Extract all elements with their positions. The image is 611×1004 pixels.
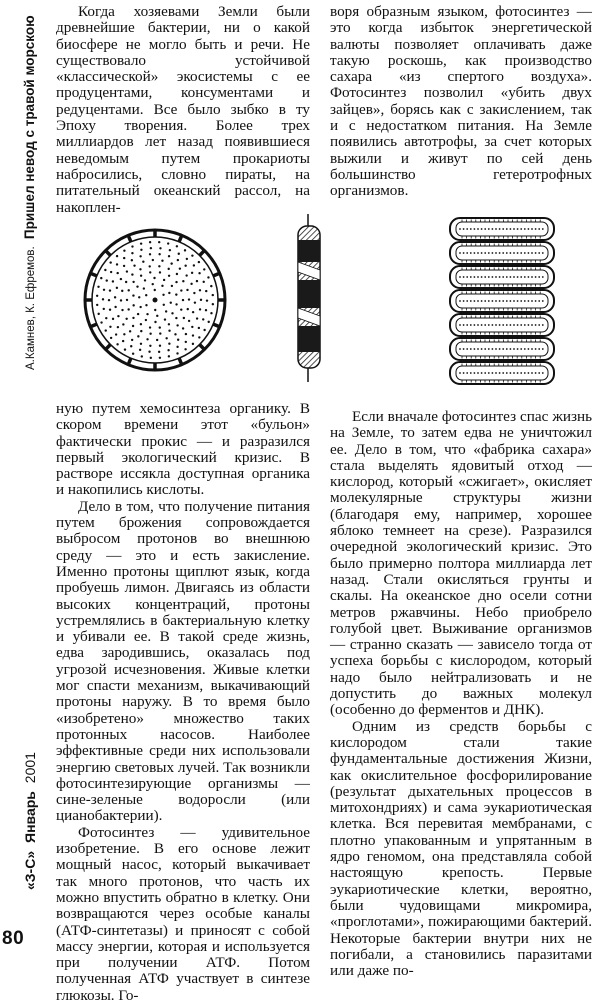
paragraph: Фотосинтез — удивительное изобретение. В его основе лежит мощный насос, который выкачивает так много протонов, что часть их можно впустить обратно в клетку. Они возвращаются через особые каналы (АТФ-синтетазы) и приносят с собой массу энергии, которая и используется при получении АТФ. Потом полученная АТФ участвует в синтезе глюкозы. Го- (56, 823, 310, 1004)
column-top-left (56, 4, 310, 216)
radial-diatom-icon (85, 230, 225, 370)
paragraph: ную путем хемосинтеза органику. В скором времени этот «бульон» фактически прокис — и разразился первый экологический кризис. В растворе иссякла доступная органика и накопились кислоты. (56, 400, 310, 499)
paragraph: Дело в том, что получение питания путем брожения сопровождается выбросом протонов во внешнюю среду — это и есть закисление. Именно протоны щиплют язык, когда пробуешь лимон. Двигаясь из области высоких концентраций, протоны устремлялись в бактериальную клетку и убивали ее. В такой среде жизнь, едва зародившись, оказалась под угрозой исчезновения. Живые клетки мог спасти механизм, выкачивающий протоны наружу. В то время было «изобретено» множество таких протонных насосов. Наиболее эффективные среди них использовали энергию световых лучей. Так возникли фотосинтезирующие организмы — сине-зеленые водоросли (или цианобактерии). (56, 497, 310, 825)
running-header (22, 15, 37, 370)
sidebar (0, 0, 44, 950)
column-top-right (330, 4, 592, 200)
article-authors: А.Камнев, К. Ефремов. (25, 246, 37, 370)
stacked-diatom-colony-icon (450, 218, 554, 384)
paragraph: Одним из средств борьбы с кислородом стали такие фундаментальные достижения Жизни, как окислительное фосфорилирование (результат дыхательных процессов в митохондриях) и сама эукариотическая клетка. Вся перевитая мембранами, с плотно упакованным и упрятанным в ядро геномом, она представляла собой настоящую крепость. Первые эукариотические клетки, вероятно, были чудовищами микромира, «проглотами», пожирающими бактерий. Некоторые бактерии внутри них не погибали, а становились паразитами или даже по- (330, 717, 592, 980)
column-bottom-left (56, 401, 310, 1004)
journal-footer (22, 752, 38, 890)
paragraph: Если вначале фотосинтез спас жизнь на Земле, то затем едва не уничтожил ее. Дело в том, что «фабрика сахара» стала выделять ядовитый отход — кислород, который «сжигает», окисляет молекулярные структуры жизни (благодаря ему, например, хорошее яблоко темнеет на срезе). Разразился очередной экологический кризис. Это было примерно полтора миллиарда лет назад. Стали окисляться грунты и скалы. На океанское дно осели сотни метров ржавчины. Небо приобрело голубой цвет. Выживание организмов — странно сказать — зависело тогда от успеха борьбы с кислородом, который надо было нейтрализовать и не допустить до важных молекул (особенно до ферментов и ДНК). (330, 408, 592, 719)
diatom-figure (80, 200, 600, 390)
journal-name: «З-С» (22, 850, 38, 890)
article-title: Пришел невод с травой морскою (22, 15, 37, 240)
paragraph: воря образным языком, фотосинтез — это когда избыток энергетической валюты позволяет оплачивать даже такую роскошь, как производство сахара «из спертого воздуха». Фотосинтез позволил «убить двух зайцев», борясь как с закислением, так и с недостатком питания. На Земле появились автотрофы, за счет которых выжили и живут по сей день большинство гетеротрофных организмов. (330, 3, 592, 200)
paragraph: Когда хозяевами Земли были древнейшие бактерии, ни о какой биосфере не могло быть и речи. Не существовало устойчивой «классической» экосистемы с ее продуцентами, консументами и редуцентами. Все было зыбко в ту Эпоху творения. Более трех миллиардов лет назад появившиеся неведомым путем прокариоты набросились, словно пираты, на питательный океанский рассол, на накоплен- (56, 3, 310, 216)
column-bottom-right (330, 409, 592, 979)
issue-year: 2001 (22, 752, 38, 784)
rod-diatom-icon (298, 214, 320, 382)
issue-month: Январь (22, 791, 38, 843)
page-number: 80 (2, 928, 25, 949)
diatom-illustrations (80, 200, 600, 390)
